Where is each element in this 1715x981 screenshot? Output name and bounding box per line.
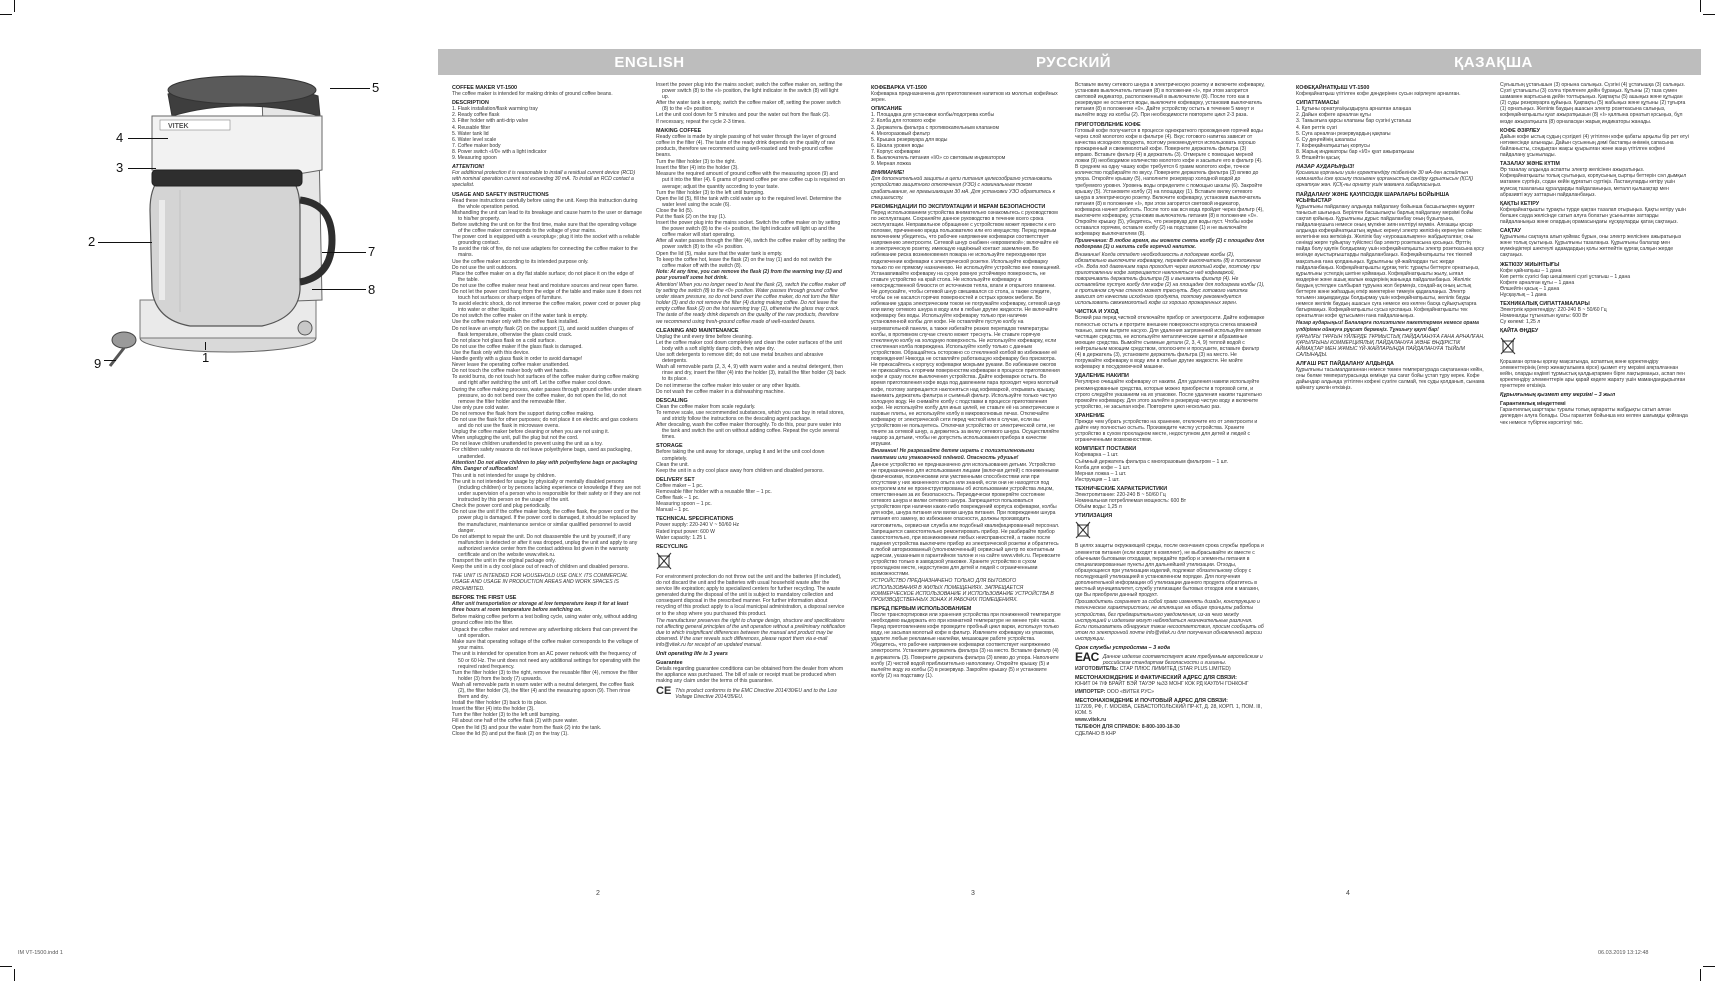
description-heading: СИПАТТАМАСЫ (1296, 100, 1339, 107)
english-column-1 (452, 82, 642, 772)
making-text: Готовый кофе получается в процессе однократного прохождения горячей воды через слой молотого кофе в фильтре (4). Вкус готового напитка зависит от качества исходного продукта, поэтому рекомендуется использовать хорошо прожаренный и свежемолотый кофе. Поверните держатель фильтра (3) вправо. Вставьте фильтр (4) в держатель (3). Отмерьте с помощью мерной ложки (9) необходимое количество молотого кофе и засыпьте его в фильтр (4). В среднем на одну чашку кофе требуется 6 грамм молотого кофе, точное количество подбирайте по вкусу. Поверните держатель фильтра (3) влево до упора. Откройте крышку (5), наполните резервуар холодной водой до требуемого уровня. Уровень воды определите с помощью шкалы (6). Закройте крышку (5). Установите колбу (2) на площадку (1). Вставьте вилку сетевого шнура в электрическую розетку. Включите кофеварку, установив выключатель питания (8) в положение «I», при этом загорится световой индикатор, кофеварка начнет работать. После того как вся вода пройдет через фильтр (4), выключите кофеварку, установив выключатель питания (8) в положение «0». Откройте крышку (5), убедитесь, что резервуар для воды пуст. Чтобы кофе оставался горячим, оставьте колбу (2) на подставке (1) и не выключайте кофеварку выключателем (8). (1075, 127, 1264, 238)
callout-line (312, 289, 366, 290)
callout-4: 4 (116, 130, 124, 145)
safety-item: Never leave the operating coffee maker unattended. (452, 362, 570, 369)
intro-text: Кофеварка предназначена для приготовления напитков из молотых кофейных зерен. (871, 91, 1058, 104)
maker-address: ЮНИТ 04 7/Ф БРАЙТ ВЭЙ ТАУЭР №33 МОНГ КОК РД КАУЛУН ГОНКОНГ (1075, 681, 1249, 688)
importer-text: ООО «ВИТЕК РУС» (1106, 688, 1154, 695)
spec-item: Объём воды: 1,25 л (1075, 504, 1122, 511)
maker-address-heading: МЕСТОНАХОЖДЕНИЕ И ФАКТИЧЕСКИЙ АДРЕС ДЛЯ СВЯЗИ: (1075, 675, 1237, 682)
kazakh-column-2 (1500, 82, 1690, 772)
descaling-heading: ҚАҚТЫ КЕТІРУ (1500, 200, 1540, 207)
delivery-item: Инструкция – 1 шт. (1075, 476, 1120, 483)
delivery-item: Колба для кофе – 1 шт. (1075, 464, 1131, 471)
recycling-bin-icon (1075, 521, 1091, 539)
callout-line (104, 360, 116, 361)
safety-item: Place the coffee maker on a dry flat stable surface; do not place it on the edge of the table. (452, 270, 634, 283)
delivery-item: Кофеге арналған құты – 1 дана (1500, 279, 1575, 286)
household-note: ҚҰРЫЛҒЫ ТҰРҒЫН ҮЙЛЕРДЕ ТҰРМЫСТЫҚ ПАЙДАЛАНУҒА ҒАНА АРНАЛҒАН. ҚҰРЫЛҒЫНЫ КОММЕРЦИЯЛЫҚ ПАЙДАЛАНУҒА ЖӘНЕ ӨНДІРІСТІК АЙМАҚТАР МЕН ЖҰМЫС ҮЙ-ЖАЙЛАРЫНДА ПАЙДАЛАНУҒА ТЫЙЫМ САЛЫНАДЫ. (1296, 333, 1485, 358)
guarantee-text: Данное изделие соответствует всем требуемым европейским и российским стандартам безопасности и гигиены. (1102, 654, 1263, 667)
callout-5: 5 (372, 80, 380, 95)
callout-2: 2 (88, 234, 96, 249)
cleaning-text: Всякий раз перед чисткой отключайте прибор от электросети. Дайте кофеварке полностью остыть и протрите внешние поверхности корпуса слегка влажной тканью, затем вытрите насухо. Для удаления загрязнений используйте мягкие чистящие средства, не используйте металлические щетки и абразивные моющие средства. Вымойте съемные детали (2, 3, 4, 9) теплой водой с нейтральным моющим средством, ополосните и просушите, вставьте фильтр (4) в держатель (3), установите держатель фильтра (3) на место. Не погружайте кофеварку в воду или в любые другие жидкости. Не мойте кофеварку в посудомоечной машине. (1075, 315, 1265, 371)
before-item: Open the lid (5) and pour the water from the flask (2) into the tank. (452, 724, 602, 731)
importer-address: 117209, РФ, Г. МОСКВА, СЕВАСТОПОЛЬСКИЙ ПР-КТ, Д. 28, КОРП. 1, ПОМ. III, КОМ. 5 (1075, 703, 1262, 716)
before-heading: BEFORE THE FIRST USE (452, 594, 517, 601)
attention-text: Для дополнительной защиты в цепи питания целесообразно установить устройство защитного отключения (УЗО) с номинальным током срабатывания, не превышающим 30 мА. Для установки УЗО обратитесь к специалисту. (871, 176, 1056, 201)
description-item: 5. Суға арналған резервуардың қақпағы (1296, 130, 1391, 137)
spec-item: Power supply: 220-240 V ~ 50/60 Hz (656, 522, 740, 529)
attention-heading: ATTENTION! (452, 164, 485, 171)
description-item: 1. Площадка для установки колбы/подогрева колбы (871, 112, 995, 119)
description-item: 1. Flask installation/flask warming tray (452, 106, 538, 113)
storage-text: Прежде чем убрать устройство на хранение, отключите его от электросети и дайте ему полностью остыть. Произведите чистку устройства. Храните устройство в сухом прохладном месте, недоступном для детей и людей с ограниченными возможностями. (1075, 418, 1258, 444)
before-item: Insert the power plug into the mains socket; switch the coffee maker on, setting the power switch (8) to the «I» position, the light indicator in the switch (8) will light up. (656, 82, 843, 101)
phone-text: ТЕЛЕФОН ДЛЯ СПРАВОК: 8-800-100-18-30 (1075, 724, 1180, 730)
descaling-text: Регулярно очищайте кофеварку от накипи. Для удаления накипи используйте рекомендованные средства, которые можно приобрести в торговой сети, и строго следуйте указаниям на их упаковке. После удаления накипи тщательно промойте кофеварку. Для этого залейте в резервуар чистую воду и включите устройство, не засыпая кофе. Повторите цикл несколько раз. (1075, 379, 1262, 410)
attention-text: Қосымша қорғаныш үшін қоректендіру тізбегінде 30 мА-ден аспайтын номиналды іске қосылу тогымен қорғаныстық сөндіру құрылғысын (ҚСҚ) орнатқан жөн. ҚСҚ-ны орнату үшін маманға хабарласыңыз. (1296, 170, 1474, 189)
callout-7: 7 (368, 244, 376, 259)
storage-item: Before taking the unit away for storage, unplug it and let the unit cool down completely. (656, 449, 825, 462)
danger-note: Внимание! Не разрешайте детям играть с полиэтиленовыми пакетами или упаковочной плёнкой. Опасность удушья! (871, 448, 1035, 461)
russian-column-2 (1075, 82, 1265, 772)
print-date-info: 06.03.2019 13:12:48 (1598, 950, 1649, 956)
description-item: 5. Water tank lid (452, 130, 489, 137)
descaling-item: Clean the coffee maker from scale regularly. (656, 403, 756, 410)
storage-heading: STORAGE (656, 443, 683, 450)
description-item: 9. Өлшейтін қасық (1296, 155, 1340, 162)
ce-mark-icon: CE (656, 684, 672, 697)
before-item: After the water tank is empty, switch the coffee maker off, setting the power switch (8) to the «0» position. (656, 100, 841, 113)
russian-page (861, 0, 1286, 981)
recycling-text: В целях защиты окружающей среды, после окончания срока службы прибора и элементов питания (если входят в комплект), не выбрасывайте их вместе с обычными бытовыми отходами, передайте прибор и элементы питания в специализированные пункты для дальнейшей утилизации. Отходы, образующиеся при утилизации изделий, подлежат обязательному сбору с последующей утилизацией в установленном порядке. Для получения дополнительной информации об утилизации данного продукта обратитесь в местный муниципалитет, службу утилизации бытовых отходов или в магазин, где Вы приобрели данный продукт. (1075, 543, 1264, 599)
before-text: Вставьте вилку сетевого шнура в электрическую розетку и включите кофеварку, установив выключатель питания (8) в положение «I», при этом загорится световой индикатор, расположенный в выключателе (8). После того как в резервуаре не останется воды, выключите кофеварку, установив выключатель питания (8) в положение «0». Дайте устройству остыть в течение 5 минут и вылейте воду из колбы (2). При необходимости повторите цикл 2-3 раза. (1075, 82, 1265, 119)
safety-text: Құрылғыны пайдалану алдында пайдалану бойынша басшылықпен мұқият танысып шығыңыз. Берілген басшылықты барлық пайдалану мерзімі бойы сақтап қойыңыз. Құрылғыны дұрыс пайдаланбау оның бұзылуына, пайдаланушыға немесе оның мүлкіне зиян келтіруі мүмкін. Алғашқы қосар алдында кофеқайнатқыштың жұмыс кернеуі электр желісінің кернеуіне сәйкес келетініне көз жеткізіңіз. Желілік бау «еуроашалықпен» жабдықталған; оны сенімді жерге тұйықтау түйіспесі бар электр розеткасына қосыңыз. Өрттің пайда болу қаупін болдырмау үшін кофеқайнатқышты электр розеткасына қосу кезінде ауыстырғыштарды пайдаланбаңыз. Кофеқайнатқышты тек тікелей мақсатына ғана қолданыңыз. Құрылғыны үй-жайлардан тыс жерде пайдаланбаңыз. Кофеқайнатқышты құрғақ тегіс тұрақты беттерге орнатыңыз, құрылғыны үстелдің шетіне қоймаңыз. Кофеқайнатқышты жылу, ылғал көздеріне және ашық жалын көздерінің жанында пайдаланбаңыз. Желілік баудың үстелден салбырап тұруына жол бермеңіз, сондай-ақ оның ыстық беттерге және жиһаздың өткір жиектеріне тимеуін қадағалаңыз. Электр тогымен зақымдануды болдырмау үшін кофеқайнатқышты, желілік бауды немесе желілік баудың ашасын суға немесе кез келген басқа сұйықтықтарға батырмаңыз. Кофеқайнатқышты сусыз қоспаңыз. Кофеқайнатқышты тек орнатылған кофе құтысымен ғана пайдаланыңыз. (1296, 203, 1485, 320)
kazakh-column-1 (1296, 82, 1486, 772)
before-text: Before making coffee perform a test boiling cycle, using water only, without adding ground coffee into the filter. (452, 613, 637, 626)
making-item: Measure the required amount of ground coffee with the measuring spoon (9) and put it into the filter (4). 6 grams of ground coffee per one coffee cup is required on average; adjust the quantity according to your taste. (656, 171, 846, 190)
making-attention: Attention! When you no longer need to heat the flask (2), switch the coffee maker off by setting the switch (8) to the «0» position. Water passes through ground coffee under steam pressure, so do not bend over the coffee maker, do not turn the filter holder (3) and do not remove the filter (4) during making coffee. Do not leave the empty coffee flask (2) on the hot warming tray (1), otherwise the glass may crack. The taste of the ready drink depends on the quality of the raw products, therefore we recommend using fresh-ground coffee made of well-roasted beans. (656, 282, 846, 325)
safety-item: The power cord is equipped with a «europlug»; plug it into the socket with a reliable grounding contact. (452, 234, 640, 247)
intro-text: The coffee maker is intended for making drinks of ground coffee beans. (452, 91, 613, 98)
safety-item: To avoid the risk of fire, do not use adapters for connecting the coffee maker to the mains. (452, 246, 638, 259)
safety-item: Transport the unit in the original package only. (452, 558, 556, 565)
description-item: 6. Water level scale (452, 136, 497, 143)
safety-item: Do not use the unit if the coffee maker body, the coffee flask, the power cord or the power plug is damaged. If the power cord is damaged, it should be replaced by the manufacturer, maintenance service or similar qualified personnel to avoid danger. (452, 509, 639, 534)
attention-text: For additional protection it is reasonable to install a residual current device (RCD) with nominal operation current not exceeding 30 mA. To install an RCD contact a specialist. (452, 170, 636, 189)
description-item: 2. Колба для готового кофе (871, 118, 936, 125)
description-heading: DESCRIPTION (452, 100, 489, 107)
safety-item: This unit is not intended for usage by children. (452, 472, 556, 479)
spec-item: Электрлік қоректендіру: 220-240 В ~ 50/60 Гц (1500, 307, 1607, 314)
before-heading: АЛҒАШ РЕТ ПАЙДАЛАНУ АЛДЫНДА (1296, 361, 1394, 368)
delivery-item: Manual – 1 pc. (656, 507, 690, 514)
specs-heading: TECHNICAL SPECIFICATIONS (656, 516, 734, 523)
maker-text: СТАР ПЛЮС ЛИМИТЕД (STAR PLUS LIMITED) (1119, 666, 1231, 673)
descaling-item: After descaling, wash the coffee maker thoroughly. To do this, pour pure water into the tank and switch the unit on without adding coffee. Repeat the cycle several times. (656, 422, 842, 441)
making-item: After all water passes through the filter (4), switch the coffee maker off by setting the power switch (8) to the «0» position. (656, 238, 846, 251)
delivery-item: Кофе қайнатқыш – 1 дана (1500, 267, 1562, 274)
section-header-kazakh: ҚАЗАҚША (1286, 49, 1701, 75)
description-item: 3. Держатель фильтра с противокапельным клапаном (871, 124, 999, 131)
descaling-text: Кофеқайнатқышты тұрақты түрде қақтан тазалап отырыңыз. Қақты кетіру үшін бөлшек сауда желісінде сатып алуға болатын ұсынылған заттарды пайдаланыңыз және олардың орамасындағы нұсқауларды қатаң сақтаңыз. (1500, 206, 1686, 225)
recycling-bin-icon (656, 552, 672, 570)
safety-item: When unplugging the unit, pull the plug but not the cord. (452, 435, 579, 442)
life-period: Құрылғының қызмет ету мерзімі – 3 жыл (1500, 392, 1616, 399)
recycling-bin-icon (1500, 337, 1516, 355)
safety-item: Before switching the unit on for the first time, make sure that the operating voltage of the coffee maker corresponds to the voltage of your mains. (452, 221, 637, 235)
description-item: 8. Power switch «I/0» with a light indicator (452, 148, 547, 155)
before-item: Fill about one half of the coffee flask (2) with pure water. (452, 718, 579, 725)
cleaning-heading: ТАЗАЛАУ ЖӘНЕ КҮТІМ (1500, 161, 1560, 168)
description-item: 4. Көп реттік сүзгі (1296, 124, 1337, 131)
storage-heading: САҚТАУ (1500, 228, 1521, 235)
before-item: Close the lid (5) and put the flask (2) on the tray (1). (452, 730, 569, 737)
delivery-item: Мерная ложка – 1 шт. (1075, 470, 1127, 477)
callout-line (98, 242, 152, 243)
attention-heading: ВНИМАНИЕ! (871, 170, 905, 177)
ce-text: This product conforms to the EMC Directive 2014/30/EU and to the Low Voltage Directive 2014/35/EU. (675, 687, 837, 700)
figure-page (0, 0, 438, 981)
safety-item: For children safety reasons do not leave polyethylene bags, used as packaging, unattended. (452, 447, 632, 460)
recycling-heading: ҚАЙТА ӨҢДЕУ (1500, 328, 1539, 335)
kazakh-page (1286, 0, 1715, 981)
callout-line (128, 138, 168, 139)
making-note: Примечание: В любое время, вы можете снять колбу (2) с площадки для подогрева (1) и налить себе горячий напиток. (1075, 238, 1265, 251)
safety-item: Read these instructions carefully before using the unit. Keep this instruction during the whole operation period. (452, 197, 638, 210)
maker-heading: ИЗГОТОВИТЕЛЬ: (1075, 666, 1119, 673)
household-note: THE UNIT IS INTENDED FOR HOUSEHOLD USE ONLY. ITS COMMERCIAL USAGE AND USAGE IN PRODUCTION AREAS AND WORK SPACES IS PROHIBITED. (452, 573, 628, 592)
eac-block (1075, 650, 1265, 667)
safety-item: Use the coffee maker according to its intended purpose only. (452, 258, 589, 265)
cleaning-item: Do not wash the coffee maker in a dishwashing machine. (656, 388, 785, 395)
making-note: Note: At any time, you can remove the flask (2) from the warming tray (1) and pour yourself some hot drink. (656, 268, 843, 281)
guarantee-text: Details regarding guarantee conditions can be obtained from the dealer from whom the appliance was purchased. The bill of sale or receipt must be produced when making any claim under the terms of this guarantee. (656, 666, 844, 685)
description-item: 9. Мерная ложка (871, 161, 911, 168)
delivery-item: Removable filter holder with a reusable filter – 1 pc. (656, 489, 772, 495)
safety-item: Handle gently with a glass flask in order to avoid damage! (452, 356, 583, 363)
safety-item: Do not attempt to repair the unit. Do not disassemble the unit by yourself, if any malfunction is detected or after it was dropped, unplug the unit and apply to any authorized service center from the contact address list given in the warranty certificate and on the website www.vitek.ru. (452, 533, 638, 559)
ce-block (656, 684, 846, 700)
callout-line (205, 342, 206, 350)
before-item: Make sure that operating voltage of the coffee maker corresponds to the voltage of your mains. (452, 639, 639, 652)
storage-text: Құрылғыны сақтауға алып қоймас бұрын, оны электр желісінен ажыратыңыз және толық суытыңыз. Құрылғыны тазалаңыз. Құрылғыны балалар мен мүмкіндіктері шектеулі адамдардың қолы жетпейтін құрғақ салқын жерде сақтаңыз. (1500, 234, 1682, 259)
attention-heading: НАЗАР АУДАРЫҢЫЗ! (1296, 164, 1355, 171)
before-item: Turn the filter holder (3) to the right, remove the reusable filter (4), remove the filter holder (3) from the body (7) upwards. (452, 669, 638, 682)
description-item: 3. Filter holder with anti-drip valve (452, 118, 529, 125)
description-item: 5. Крышка резервуара для воды (871, 136, 948, 143)
storage-heading: ХРАНЕНИЕ (1075, 412, 1105, 419)
delivery-item: Coffee maker – 1 pc. (656, 482, 704, 489)
delivery-heading: DELIVERY SET (656, 476, 695, 483)
making-text: Дайын кофе ыстық судың сүзгідегі (4) үгітілген кофе қабаты арқылы бір рет өтуі нәтижесінде алынады. Дайын сусынның дәмі бастапқы өнімнің сапасына байланысты, сондықтан жақсы қуырылған және жаңа үгітілген кофені пайдалану ұсынылады. (1500, 133, 1689, 159)
safety-item: Do not leave children unattended to prevent using the unit as a toy. (452, 441, 603, 448)
description-item: 7. Корпус кофеварки (871, 148, 921, 155)
making-item: Open the lid (5), fill the tank with cold water up to the required level. Determine the water level using the scale (6). (656, 195, 842, 208)
delivery-item: Coffee flask – 1 pc. (656, 495, 700, 502)
callout-line (330, 88, 370, 89)
page-number: 4 (1346, 890, 1350, 897)
descaling-item: To remove scale, use recommended substances, which you can buy in retail stores, and strictly follow the instructions on the descaling agent package. (656, 409, 845, 422)
description-item: 6. Су деңгейінің шкаласы (1296, 136, 1356, 143)
russian-column-1 (871, 82, 1061, 772)
cleaning-item: Wash all removable parts (2, 3, 4, 9) with warm water and a neutral detergent, then rinse and dry, insert the filter (4) into the holder (3), install the filter holder (3) back to its place. (656, 364, 846, 383)
page-number: 3 (971, 890, 975, 897)
safety-item: To avoid electric shock, do not immerse the coffee maker, power cord or power plug into water or other liquids. (452, 301, 641, 314)
safety-item: Do not switch the coffee maker on if the water tank is empty. (452, 313, 588, 320)
making-item: Close the lid (5). (656, 207, 694, 214)
before-item: Insert the filter (4) into the holder (3). (452, 706, 535, 713)
guarantee-heading: Guarantee (656, 660, 683, 667)
danger-note: Attention! Do not allow children to play with polyethylene bags or packaging film. Danger of suffocation! (452, 459, 638, 472)
manufacturer-note: The manufacturer preserves the right to change design, structure and specifications not affecting general principles of the unit operation without a preliminary notification due to which insignificant differences between the manual and product may be observed. If the user reveals such differences, please report them via e-mail info@vitek.ru for receipt of an updated manual. (656, 617, 846, 648)
importer-address-heading: МЕСТОНАХОЖДЕНИЕ И ПОЧТОВЫЙ АДРЕС ДЛЯ СВЯЗИ: (1075, 697, 1228, 704)
making-item: To keep the coffee hot, leave the flask (2) on the tray (1) and do not switch the coffee maker off with the switch (8). (656, 256, 832, 269)
description-heading: ОПИСАНИЕ (871, 106, 902, 113)
product-title: КОФЕҚАЙНАТҚЫШ VT-1500 (1296, 85, 1370, 91)
page-number: 2 (596, 890, 600, 897)
safety-item: Do not place hot glass flask on a cold surface. (452, 337, 556, 344)
safety-item: Use the flask only with this device. (452, 349, 530, 356)
before-text: Құрылғыны тасымалдағаннан немесе төмен температурада сақтағаннан кейін, оны бөлме температурасында кемінде үш сағат бойы ұстап тұру керек. Кофе дайындар алдында үгітілген кофені сүзгіге салмай, тек суды қолданып, сынама қайнату циклін өткізіңіз. (1296, 367, 1485, 392)
recycling-text: For environment protection do not throw out the unit and the batteries (if included), do not discard the unit and the batteries with usual household waste after the service life expiration; apply to specialized centers for further recycling. The waste generated during the disposal of the unit is subject to mandatory collection and consequent disposal in the prescribed manner. For further information about recycling of this product apply to a local municipal administration, a disposal service or to the shop where you purchased this product. (656, 573, 845, 617)
coffee-maker-illustration (0, 0, 438, 981)
before-item: Turn the filter holder (3) to the left until bumping. (452, 712, 561, 719)
before-note: After unit transportation or storage at low temperature keep it for at least three hours at room temperature before switching on. (452, 600, 629, 613)
life-period: Срок службы устройства – 3 года (1075, 644, 1171, 651)
descaling-heading: УДАЛЕНИЕ НАКИПИ (1075, 373, 1129, 380)
description-item: 2. Дайын кофеге арналған құты (1296, 112, 1371, 119)
safety-item: Do not use the coffee maker near heat and moisture sources and near open flame. (452, 282, 639, 289)
delivery-item: Көп реттік сүзгісі бар шешілмелі сүзгі ұстағыш – 1 дана (1500, 273, 1631, 280)
spec-item: Су көлемі: 1,25 л (1500, 319, 1541, 326)
callout-1: 1 (202, 350, 210, 365)
delivery-item: Measuring spoon – 1 pc. (656, 501, 712, 508)
delivery-heading: КОМПЛЕКТ ПОСТАВКИ (1075, 446, 1137, 453)
print-file-info: IM VT-1500.indd 1 (18, 950, 63, 956)
making-text: Ready coffee is made by single passing of hot water through the layer of ground coffee in the filter (4). The taste of the ready drink depends on the quality of raw products, therefore we recommend using well-roasted and fresh-ground coffee beans. (656, 133, 837, 159)
description-item: 4. Reusable filter (452, 124, 491, 131)
making-item: Turn the filter holder (3) to the left until bumping. (656, 189, 765, 196)
cleaning-item: Use soft detergents to remove dirt; do not use metal brushes and abrasive detergents. (656, 352, 824, 365)
household-note: УСТРОЙСТВО ПРЕДНАЗНАЧЕНО ТОЛЬКО ДЛЯ БЫТОВОГО ИСПОЛЬЗОВАНИЯ В ЖИЛЫХ ПОМЕЩЕНИЯХ. ЗАПРЕЩАЕТСЯ КОММЕРЧЕСКОЕ ИСПОЛЬЗОВАНИЕ И ИСПОЛЬЗОВАНИЕ УСТРОЙСТВА В ПРОИЗВОДСТВЕННЫХ ЗОНАХ И РАБОЧИХ ПОМЕЩЕНИЯХ. (871, 578, 1054, 603)
safety-item: Use the coffee maker only with the coffee flask installed. (452, 319, 579, 326)
description-item: 1. Құтыны орнатуға/қыздыруға арналған алаңша (1296, 106, 1412, 113)
spec-item: Water capacity: 1.25 L (656, 534, 707, 541)
description-item: 8. Выключатель питания «I/0» со световым индикатором (871, 155, 1006, 162)
delivery-item: Өлшейтін қасық – 1 дана (1500, 285, 1560, 292)
safety-item: The unit is not intended for usage by physically or mentally disabled persons (including children) or by persons lacking experience or knowledge if they are not under supervision of a person who is responsible for their safety or if they are not instructed by this person on the usage of the unit. (452, 478, 641, 504)
description-item: 6. Шкала уровня воды (871, 142, 924, 149)
making-item: Insert the filter (4) into the holder (3). (656, 165, 739, 172)
safety-item: Keep the unit in a dry cool place out of reach of children and disabled persons. (452, 564, 629, 571)
before-item: If necessary, repeat the cycle 2-3 times. (656, 118, 746, 125)
storage-item: Clean the unit. (656, 461, 689, 468)
guarantee-heading: Гарантиялық міндеттемі (1500, 401, 1566, 408)
intro-text: Кофеқайнатқыш үгітілген кофе дәндерінен сусын әзірлеуге арналған. (1296, 91, 1461, 98)
cleaning-heading: CLEANING AND MAINTENANCE (656, 327, 739, 334)
importer-heading: ИМПОРТЕР: (1075, 688, 1106, 695)
before-item: Let the unit cool down for 5 minutes and pour the water out from the flask (2). (656, 112, 830, 119)
before-item: Install the filter holder (3) back to its place. (452, 700, 548, 707)
safety-item: Do not use the unit outdoors. (452, 264, 518, 271)
making-heading: ПРИГОТОВЛЕНИЕ КОФЕ (1075, 121, 1141, 128)
cleaning-text: Әр тазалау алдында аспапты электр желісінен ажыратыңыз. Кофеқайнатқышты толық суытыңыз, корпусының сыртқы беттерін сәл дымқыл матамен сүртіңіз, содан кейін құрғатып сүртіңіз. Ластануларды кетіру үшін жұмсақ тазалағыш құралдарды пайдаланыңыз, металл қылшақтар мен абразивті жуу заттарын пайдаланбаңыз. (1500, 167, 1687, 198)
safety-heading: РЕКОМЕНДАЦИИ ПО ЭКСПЛУАТАЦИИ И МЕРАМ БЕЗОПАСНОСТИ (871, 203, 1046, 210)
safety-item: Do not let the power cord hang from the edge of the table and make sure it does not touch hot surfaces or sharp edges of furniture. (452, 289, 642, 302)
callout-3: 3 (116, 160, 124, 175)
making-heading: MAKING COFFEE (656, 127, 702, 134)
english-column-2 (656, 82, 846, 772)
making-heading: КОФЕ ӘЗІРЛЕУ (1500, 127, 1540, 134)
safety-item: Do not remove the flask from the support during coffee making. (452, 410, 595, 417)
before-item: Unpack the coffee maker and remove any advertising stickers that can prevent the unit operation. (452, 627, 638, 640)
website-link: www.vitek.ru (1075, 716, 1107, 723)
guarantee-text: Гарантиялық шарттары туралы толық ақпаратты жабдықты сатып алған дилерден алуға болады. Осы гарантия бойынша кез келген шағымды қойғанда чек немесе түбіртек көрсетілуі тиіс. (1500, 407, 1688, 426)
danger-note: Назар аударыңыз! Балаларға полиэтилен пакеттермен немесе орама үлдірімен ойнауға рұқсат бермеңіз. Тұншығу қаупі бар! (1296, 320, 1479, 333)
callout-line (128, 168, 156, 169)
safety-item: Use only pure cold water. (452, 404, 510, 411)
description-item: 4. Многоразовый фильтр (871, 130, 930, 137)
life-period: Unit operating life is 3 years (656, 651, 728, 658)
cleaning-heading: ЧИСТКА И УХОД (1075, 309, 1119, 316)
delivery-item: Кофеварка – 1 шт. (1075, 452, 1119, 459)
safety-item: To avoid burns, do not touch hot surfaces of the coffee maker during coffee making and right after switching the unit off. Let the coffee maker cool down. (452, 374, 639, 387)
manufacturer-note: Производитель сохраняет за собой право изменять дизайн, конструкцию и технические характеристики, не влияющие на общие принципы работы устройства, без предварительного уведомления, из-за чего между инструкцией и изделием могут наблюдаться незначительные различия. Если пользователь обнаружил такие несоответствия, просим сообщить об этом по электронной почте info@vitek.ru для получения обновленной версии инструкции. (1075, 599, 1264, 642)
safety-item: During the coffee making process, water passes through ground coffee under steam pressure, so do not bend over the coffee maker, do not open the lid, do not remove the filter holder and the removable filter. (452, 386, 642, 405)
description-item: 9. Measuring spoon (452, 155, 497, 162)
cleaning-item: Let the coffee maker cool down completely and clean the outer surfaces of the unit body with a soft slightly damp cloth, then wipe dry. (656, 339, 842, 352)
recycling-heading: RECYCLING (656, 543, 688, 550)
before-item: Wash all removable parts in warm water with a neutral detergent, the coffee flask (2), the filter holder (3), the filter (4) and the measuring spoon (9). Then rinse them and dry. (452, 681, 635, 701)
before-text: Суғыштың ұстағышын (3) орнына салыңыз. Сүзгіні (4) ұстағышқа (3) салыңыз. Сүзгі ұстағышты (3) солға тірелгенге дейін бұраңыз. Құтыны (2) таза сумен шамамен жартысына дейін толтырыңыз. Қақпақты (5) ашыңыз және құтыдан (2) суды резервуарға құйыңыз. Қақпақты (5) жабыңыз және құтыны (2) тұғырға (1) орнатыңыз. Желілік баудың ашасын электр розеткасына салыңыз, кофеқайнатқышты қуат ажыратқышын (8) «I» қалпына орнатып қосыңыз, бұл кезде ажыратқышта (8) орналасқан жарық индикаторы жанады. (1500, 82, 1686, 125)
safety-item: Do not use the flask for other purposes; do not place it on electric and gas cookers and do not use the flask in microwave ovens. (452, 416, 638, 430)
made-in-text: СДЕЛАНО В КНР (1075, 731, 1117, 738)
eac-mark-icon: EAC (1075, 650, 1099, 665)
before-item: The unit is intended for operation from an AC power network with the frequency of 50 or 60 Hz. The unit does not need any additional settings for operating with the required rated frequency. (452, 651, 640, 670)
spec-item: Номиналды тұтынатын қуаты: 600 Вт (1500, 313, 1588, 320)
making-attention: Внимание! Когда отпадет необходимость в подогреве колбы (2), обязательно выключите кофеварку, переведя выключатель (8) в положение «0». Вода под давлением пара проходит через молотый кофе, поэтому при приготовлении кофе запрещается наклоняться над кофеваркой, поворачивать держатель фильтра (3) и вынимать фильтр (4). Не оставляйте пустую колбу для кофе (2) на площадке для подогрева колбы (1), в противном случае стекло может треснуть. Вкус готового напитка зависит от качества исходного продукта, поэтому рекомендуется использовать свежемолотый кофе из хорошо прожаренных зерен. (1075, 251, 1265, 307)
specs-heading: ТЕХНИКАЛЫҚ СИПАТТАМАЛАРЫ (1500, 301, 1590, 308)
making-item: Put the flask (2) on the tray (1). (656, 213, 727, 220)
safety-text: Данное устройство не предназначено для использования детьми. Устройство не предназначено для использования лицами (включая детей) с пониженными физическими, психическими или умственными способностями или при отсутствии у них жизненного опыта или знаний, если они не находятся под контролем или не проинструктированы об использовании устройства лицом, ответственным за их безопасность. Периодически проверяйте состояние сетевого шнура и вилки сетевого шнура. Запрещается пользоваться устройством при наличии каких-либо повреждений корпуса кофеварки, колбы для кофе, шнура питания или вилки шнура питания. При повреждении шнура питания его замену, во избежание опасности, должны производить изготовитель, сервисная служба или подобный квалифицированный персонал. Запрещается самостоятельно ремонтировать прибор. Не разбирайте прибор самостоятельно, при возникновении любых неисправностей, а также после падения устройства выключите прибор из электрической розетки и обратитесь в любой авторизованный (уполномоченный) сервисный центр по контактным адресам, указанным в гарантийном талоне и на сайте www.vitek.ru. Перевозите устройство только в заводской упаковке. Храните устройство в сухом прохладном месте, недоступном для детей и людей с ограниченными возможностями. (871, 461, 1061, 578)
product-title: КОФЕВАРКА VT-1500 (871, 85, 927, 91)
making-item: Insert the power plug into the mains socket. Switch the coffee maker on by setting the power switch (8) to the «I» position, the light indicator will light up and the coffee maker will start operating. (656, 220, 841, 239)
safety-item: Do not leave an empty flask (2) on the support (1), and avoid sudden changes of flask temperature, otherwise the glass could crack. (452, 325, 634, 338)
description-item: 2. Ready coffee flask (452, 112, 500, 119)
svg-text:VITEK: VITEK (168, 123, 189, 130)
specs-heading: ТЕХНИЧЕСКИЕ ХАРАКТЕРИСТИКИ (1075, 485, 1168, 492)
safety-text: Перед использованием устройства внимательно ознакомьтесь с руководством по эксплуатации. Сохраняйте данное руководство в течение всего срока эксплуатации. Неправильное обращение с устройством может привести к его поломке, причинению вреда пользователю или его имуществу. Перед первым включением убедитесь, что рабочее напряжение кофеварки соответствует напряжению электросети. Сетевой шнур снабжен «евровилкой»; включайте её в электрическую розетку, имеющую надёжный контакт заземления. Во избежание риска возникновения пожара не используйте переходники при подключении кофеварки к электрической розетке. Используйте кофеварку только по ее прямому назначению. Не используйте устройство вне помещений. Устанавливайте кофеварку на сухую ровную устойчивую поверхность, не ставьте устройство на край стола. Не используйте кофеварку в непосредственной близости от источников тепла, влаги и открытого пламени. Не допускайте, чтобы сетевой шнур свешивался со стола, а также следите, чтобы он не касался горячих поверхностей и острых кромок мебели. Во избежание удара электрическим током не погружайте кофеварку, сетевой шнур или вилку сетевого шнура в воду или в любые другие жидкости. Не включайте кофеварку без воды. Используйте кофеварку только при наличии установленной колбы для кофе. Не оставляйте пустую колбу на нагревательной панели, а также избегайте резких перепадов температуры колбы, в противном случае стекло может треснуть. Не ставьте горячую стеклянную колбу на холодную поверхность. Не используйте кофеварку, если стеклянная колба повреждена. Используйте колбу только с данным устройством. Обращайтесь осторожно со стеклянной колбой во избежание её повреждения! Никогда не оставляйте работающую кофеварку без присмотра. Не прикасайтесь к корпусу кофеварки мокрыми руками. Во избежание ожогов не прикасайтесь к горячим поверхностям кофеварки в процессе приготовления кофе и сразу после выключения устройства. Дайте кофеварке остыть. Во время приготовления кофе вода под давлением пара проходит через молотый кофе, поэтому запрещается наклоняться над кофеваркой, открывать крышку, вынимать держатель фильтра и съемный фильтр. Используйте только чистую холодную воду. Не снимайте колбу с подставки в процессе приготовления кофе. Не используйте колбу для иных целей, не ставьте её на электрические и газовые плиты, не используйте колбу в микроволновых печах. Отключайте кофеварку от электрической сети перед чисткой или в случае, если вы устройством не пользуетесь. Отключая устройство от электрической сети, не тяните за сетевой шнур, а держитесь за вилку сетевого шнура. Осуществляйте надзор за детьми, чтобы не допустить использования прибора в качестве игрушки. (871, 209, 1061, 448)
safety-item: Check the power cord and plug periodically. (452, 503, 551, 510)
description-item: 3. Тамызғыға қарсы клапаны бар сүзгіні ұстағыш (1296, 118, 1412, 125)
delivery-item: Нұсқаулық – 1 дана (1500, 292, 1547, 298)
section-header-russian: РУССКИЙ (861, 49, 1286, 75)
description-item: 7. Coffee maker body (452, 142, 501, 149)
spec-item: Электропитание: 220-240 В ~ 50/60 Гц (1075, 492, 1166, 498)
safety-item: Mishandling the unit can lead to its breakage and cause harm to the user or damage to his/her property. (452, 209, 642, 222)
section-header-english: ENGLISH (438, 49, 861, 75)
safety-item: Unplug the coffee maker before cleaning or when you are not using it. (452, 429, 610, 436)
safety-heading: USAGE AND SAFETY INSTRUCTIONS (452, 191, 549, 198)
description-item: 7. Кофеқайнатқыштың корпусы (1296, 142, 1370, 149)
before-heading: ПЕРЕД ПЕРВЫМ ИСПОЛЬЗОВАНИЕМ (871, 605, 972, 612)
descaling-heading: DESCALING (656, 397, 688, 404)
cleaning-item: Unplug the unit every time before cleaning. (656, 333, 753, 340)
callout-8: 8 (368, 282, 376, 297)
safety-item: Do not use the coffee maker if the glass flask is damaged. (452, 343, 583, 350)
making-item: Open the lid (5), make sure that the water tank is empty. (656, 250, 783, 257)
description-item: 8. Жарық индикаторы бар «I/0» қуат ажыратқышы (1296, 148, 1415, 155)
recycling-heading: УТИЛИЗАЦИЯ (1075, 513, 1113, 520)
spec-item: Номинальная потребляемая мощность: 600 Вт (1075, 498, 1187, 505)
recycling-text: Қоршаған ортаны қорғау мақсатында, аспаптың және қоректендіру элементтерінің (егер жинақталымға кірсе) қызмет ету мерзімі аяқталғаннан кейін, оларды кәдімгі тұрмыстық қалдықтармен бірге лақтырмаңыз, аспап пен қоректендіру элементтерін ары қарай кәдеге жарату үшін мамандандырылған пункттерге өткізіңіз. (1500, 358, 1686, 390)
cleaning-item: Do not immerse the coffee maker into water or any other liquids. (656, 382, 801, 389)
safety-heading: ПАЙДАЛАНУ ЖӘНЕ ҚАУІПСІЗДІК ШАРАЛАРЫ БОЙЫНША ҰСЫНЫСТАР (1296, 191, 1450, 204)
product-title: COFFEE MAKER VT-1500 (452, 85, 518, 91)
making-item: Turn the filter holder (3) to the right. (656, 159, 736, 166)
spec-item: Rated input power: 600 W (656, 528, 715, 535)
delivery-heading: ЖЕТКІЗУ ЖИЫНТЫҒЫ (1500, 261, 1560, 268)
before-text: После транспортировки или хранения устройства при пониженной температуре необходимо выдержать его при комнатной температуре не менее трёх часов. Перед приготовлением кофе проведите пробный цикл варки, используя только воду, не засыпая молотый кофе в фильтр. Извлеките кофеварку из упаковки, удалите любые рекламные наклейки, мешающие работе устройства. Убедитесь, что рабочее напряжение кофеварки соответствует напряжению электросети. Установите держатель фильтра (3) на место. Вставьте фильтр (4) в держатель (3). Поверните держатель фильтра (3) влево до упора. Наполните колбу (2) чистой водой приблизительно наполовину. Откройте крышку (5) и вылейте воду из колбы (2) в резервуар. Закройте крышку (5) и установите колбу (2) на подставку (1). (871, 611, 1061, 679)
safety-item: Do not touch the coffee maker body with wet hands. (452, 368, 570, 375)
storage-item: Keep the unit in a dry cool place away from children and disabled persons. (656, 467, 824, 474)
callout-9: 9 (94, 356, 102, 371)
english-page (438, 0, 861, 981)
callout-line (322, 252, 366, 253)
delivery-item: Съёмный держатель фильтра с многоразовым фильтром – 1 шт. (1075, 458, 1228, 465)
